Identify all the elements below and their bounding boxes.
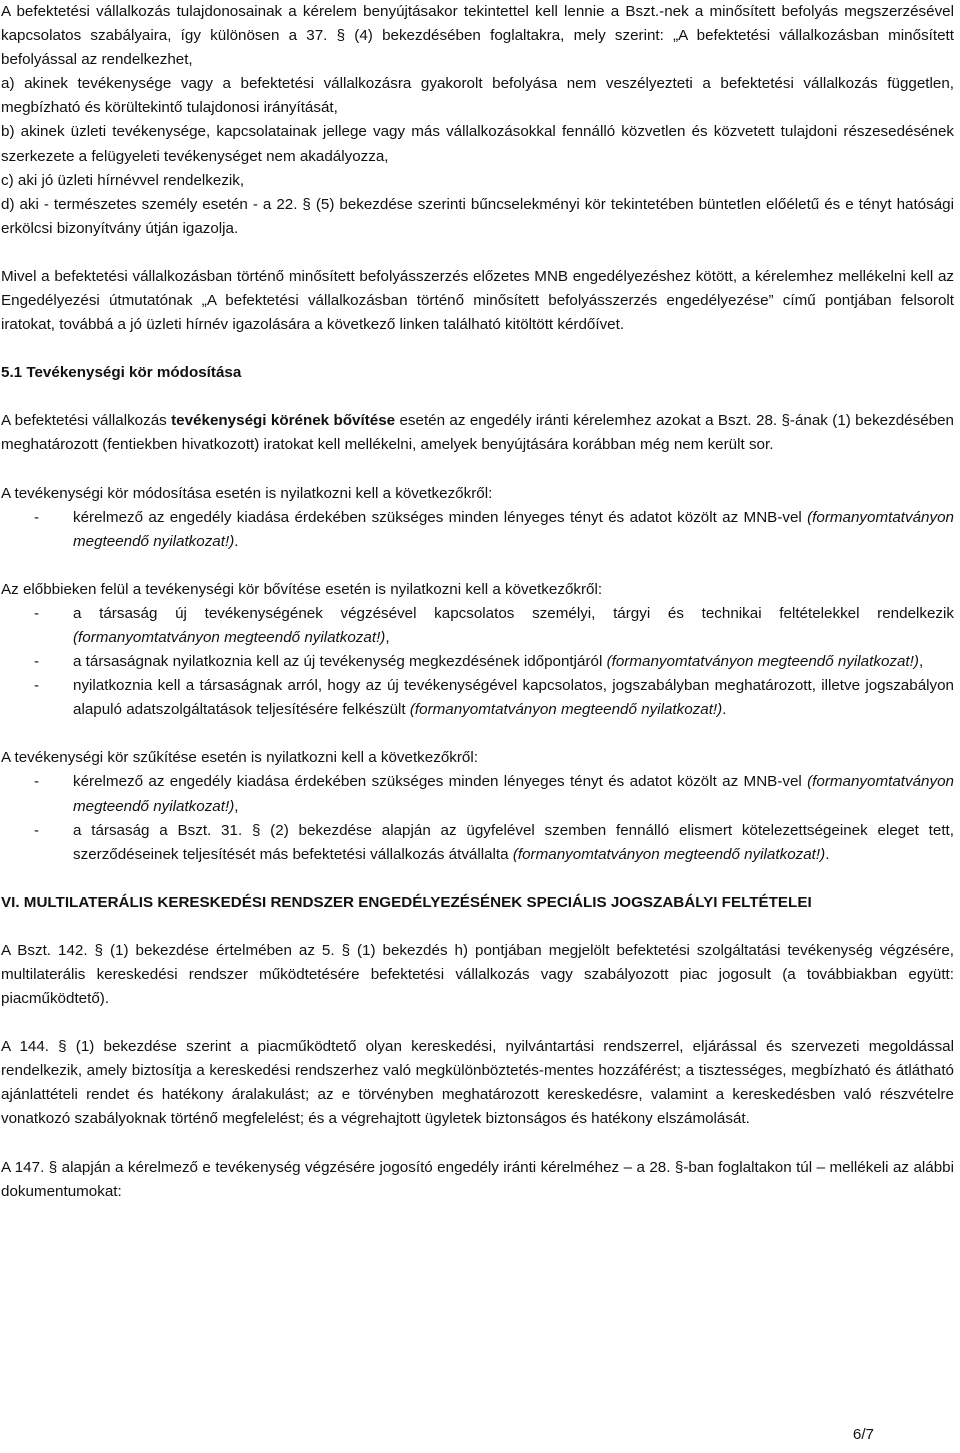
section-5-1-paragraph: A befektetési vállalkozás tevékenységi körének bővítése esetén az engedély iránti kérelemhez azokat a Bszt. 28. §-ának (1) bekezdésében meghatározott (fentiekben hivatkozott) iratokat kell mellékelni, amelyek benyújtására korábban még nem került sor. (1, 412, 954, 454)
list-item-c: c) aki jó üzleti hírnévvel rendelkezik, (1, 171, 245, 189)
page-number: 6/7 (852, 1426, 874, 1443)
section-6-paragraph-2: A 144. § (1) bekezdése szerint a piacműködtető olyan kereskedési, nyilvántartási rendszerrel, eljárással és szervezeti megoldással rendelkezik, amely biztosítja a kereskedési rendszerhez való megkülönböztetés-mentes hozzáférést; a tisztességes, megbízható és átlátható ajánlattételi rendet és hatékony áralakulást; az e törvényben meghatározott kereskedésre, valamint a kereskedésben való részvételre vonatkozó szabályoknak történő megfelelést; és a végrehajtott ügyletek biztonságos és hatékony elszámolását. (1, 1038, 954, 1128)
section-6-heading: VI. MULTILATERÁLIS KERESKEDÉSI RENDSZER ENGEDÉLYEZÉSÉNEK SPECIÁLIS JOGSZABÁLYI FELTÉTELEI (1, 893, 812, 911)
bold-scope: tevékenységi körének (171, 412, 334, 430)
mnb-paragraph: Mivel a befektetési vállalkozásban történő minősített befolyásszerzés előzetes MNB engedélyezéshez kötött, a kérelemhez mellékelni kell az Engedélyezési útmutatónak „A befektetési vállalkozásban történő minősített befolyásszerzés engedélyezése” című pontjában felsorolt iratokat, továbbá a jó üzleti hírnév igazolására a következő linken található kitöltött kérdőívet. (1, 267, 954, 334)
intro-paragraph: A befektetési vállalkozás tulajdonosainak a kérelem benyújtásakor tekintettel kell lennie a Bszt.-nek a minősített befolyás megszerzésével kapcsolatos szabályaira, így különösen a 37. § (4) bekezdésében foglaltakra, mely szerint: „A befektetési vállalkozásban minősített befolyással az rendelkezhet, (1, 3, 954, 69)
list-item: - kérelmező az engedély kiadása érdekében szükséges minden lényeges tényt és adatot közölt az MNB-vel (formanyomtatványon megteendő nyilatkozat!), (34, 773, 954, 815)
section-5-1-heading: 5.1 Tevékenységi kör módosítása (1, 364, 242, 382)
list-item-b: b) akinek üzleti tevékenysége, kapcsolatainak jellege vagy más vállalkozásokkal fennálló közvetlen és közvetett tulajdoni részesedésének szerkezete a felügyeleti tevékenységet nem akadályozza, (1, 123, 954, 165)
section-6-paragraph-3: A 147. § alapján a kérelmező e tevékenység végzésére jogosító engedély iránti kérelméhez – a 28. §-ban foglaltakon túl – mellékeli az alábbi dokumentumokat: (1, 1158, 954, 1200)
narrow-intro: A tevékenységi kör szűkítése esetén is nyilatkozni kell a következőkről: (1, 749, 478, 767)
list-item: - nyilatkoznia kell a társaságnak arról, hogy az új tevékenységével kapcsolatos, jogszabályban meghatározott, illetve jogszabályon alapuló adatszolgáltatások teljesítésére felkészült (formanyomtatványon megteendő nyilatkozat!). (34, 677, 954, 719)
list-item: - a társaság új tevékenységének végzésével kapcsolatos személyi, tárgyi és technikai feltételekkel rendelkezik (formanyomtatványon megteendő nyilatkozat!), (34, 604, 954, 646)
section-6-paragraph-1: A Bszt. 142. § (1) bekezdése értelmében az 5. § (1) bekezdés h) pontjában megjelölt befektetési szolgáltatási tevékenység végzésére, multilaterális kereskedési rendszer működtetésére befektetési vállalkozás vagy szabályozott piac jogosult (a továbbiakban együtt: piacműködtető). (1, 941, 954, 1008)
modify-intro: A tevékenységi kör módosítása esetén is nyilatkozni kell a következőkről: (1, 484, 493, 502)
expand-intro: Az előbbieken felül a tevékenységi kör bővítése esetén is nyilatkozni kell a következőkről: (1, 580, 603, 598)
bold-expansion: bővítése (333, 412, 396, 430)
list-item: - a társaság a Bszt. 31. § (2) bekezdése alapján az ügyfelével szemben fennálló elismert kötelezettségeinek eleget tett, szerződéseinek teljesítését más befektetési vállalkozás átvállalta (formanyomtatványon megteendő nyilatkozat!). (34, 821, 954, 863)
list-item: - kérelmező az engedély kiadása érdekében szükséges minden lényeges tényt és adatot közölt az MNB-vel (formanyomtatványon megteendő nyilatkozat!). (34, 508, 954, 550)
list-item-d: d) aki - természetes személy esetén - a 22. § (5) bekezdése szerinti bűncselekményi kör tekintetében büntetlen előéletű és e tényt hatósági erkölcsi bizonyítvány útján igazolja. (1, 195, 954, 237)
list-item-a: a) akinek tevékenysége vagy a befektetési vállalkozásra gyakorolt befolyása nem veszélyezteti a befektetési vállalkozás független, megbízható és körültekintő tulajdonosi irányítását, (1, 75, 954, 117)
list-item: - a társaságnak nyilatkoznia kell az új tevékenység megkezdésének időpontjáról (formanyomtatványon megteendő nyilatkozat!), (34, 653, 924, 671)
